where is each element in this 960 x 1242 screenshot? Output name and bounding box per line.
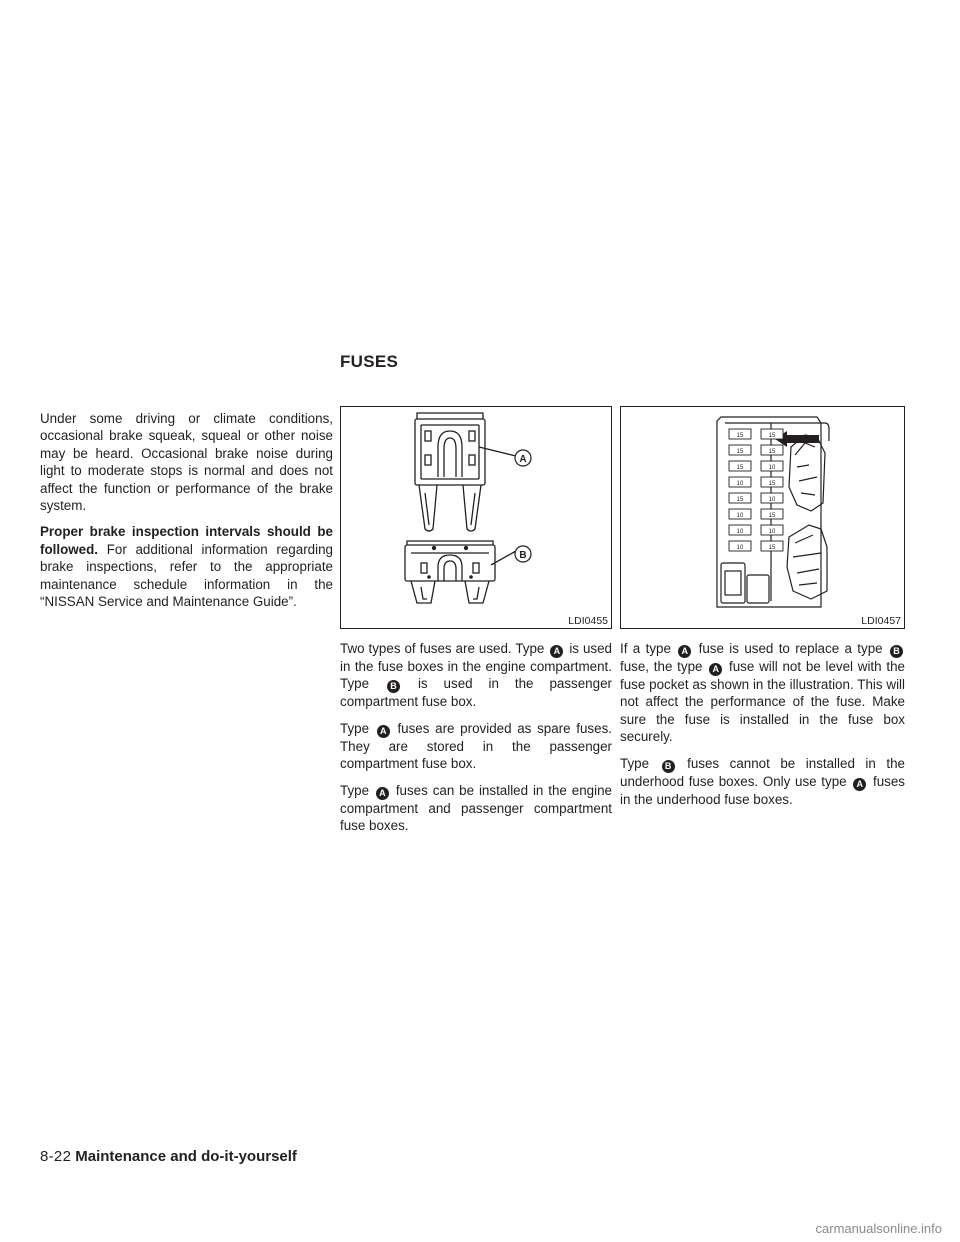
fuse-rating-label: 10 <box>736 545 744 551</box>
brake-noise-paragraph: Under some driving or climate conditions, occasional brake squeak, squeal or other noise may be heard. Occasional brake noise during light to moderate stops is normal and does not affect the function or performance of the brake system. <box>40 411 333 514</box>
fuse-slot-grid <box>729 429 783 551</box>
page-footer <box>40 1148 297 1166</box>
text-run: fuse is used to replace a type <box>698 641 883 656</box>
section-title: FUSES <box>340 352 399 371</box>
text-run: Type <box>620 755 650 771</box>
type-a-badge: A <box>377 725 390 738</box>
watermark: carmanualsonline.info <box>815 1221 942 1236</box>
left-column <box>40 410 333 619</box>
text-run: Type <box>340 720 370 736</box>
fuse-rating-label: 10 <box>768 497 776 503</box>
figure-code: LDI0455 <box>568 615 608 627</box>
brake-inspection-text: For additional information regarding brake inspections, refer to the appropriate maintenance schedule information in the “NISSAN Service and Maintenance Guide”. <box>40 541 333 610</box>
brake-inspection-paragraph <box>40 523 333 610</box>
fuse-rating-label: 15 <box>768 545 776 551</box>
text-run: fuses can be installed in the engine compartment and passenger compartment fuse boxes. <box>340 782 612 834</box>
replacement-paragraph <box>620 640 905 746</box>
install-locations-paragraph <box>340 782 612 835</box>
type-b-badge: B <box>387 680 400 693</box>
fuse-rating-label: 15 <box>768 433 776 439</box>
fuse-rating-label: 15 <box>736 465 744 471</box>
fuse-type-a-drawing <box>415 413 485 531</box>
fuse-rating-label: 15 <box>768 481 776 487</box>
spare-fuses-paragraph <box>340 720 612 773</box>
fuse-rating-label: 10 <box>736 481 744 487</box>
fuse-rating-label: 15 <box>768 449 776 455</box>
callout-b-label: B <box>519 550 527 561</box>
footer-section-title: Maintenance and do-it-yourself <box>75 1148 297 1165</box>
page-number: 8-22 <box>40 1148 72 1165</box>
text-run: fuse will not be level with the fuse pocket as shown in the illustration. This will not affect the performance of the fuse. Make sure the fuse is installed in the fuse box securely. <box>620 659 905 745</box>
fuse-box-figure <box>620 406 905 629</box>
fuse-rating-label: 10 <box>768 529 776 535</box>
text-run: fuses cannot be installed in the underhood fuse boxes. Only use type <box>620 755 905 789</box>
fuse-box-illustration <box>621 407 904 628</box>
fuse-rating-label: 15 <box>736 497 744 503</box>
text-run: is used in the fuse boxes in the engine compartment. Type <box>340 641 612 692</box>
figure-code: LDI0457 <box>861 615 901 627</box>
text-run: Type <box>340 782 370 798</box>
fuse-rating-label: 10 <box>736 513 744 519</box>
type-a-badge: A <box>678 645 691 658</box>
type-b-badge: B <box>890 645 903 658</box>
right-column <box>620 640 905 817</box>
brake-inspection-lead: Proper brake inspection intervals should be followed. <box>40 524 333 557</box>
text-run: fuse, the type <box>620 659 703 674</box>
type-b-badge: B <box>662 760 675 773</box>
underhood-paragraph <box>620 755 905 808</box>
type-a-badge: A <box>550 645 563 658</box>
type-a-badge: A <box>853 778 866 791</box>
fuse-rating-label: 15 <box>736 449 744 455</box>
fuse-rating-label: 15 <box>768 513 776 519</box>
text-run: If a type <box>620 641 671 656</box>
fuse-type-b-drawing <box>405 541 495 603</box>
type-a-badge: A <box>709 663 722 676</box>
fuse-types-figure <box>340 406 612 629</box>
text-run: is used in the passenger compartment fuse box. <box>340 676 612 710</box>
fuse-types-paragraph <box>340 640 612 711</box>
text-run: Two types of fuses are used. Type <box>340 641 545 656</box>
text-run: fuses are provided as spare fuses. They are stored in the passenger compartment fuse box. <box>340 720 612 772</box>
fuse-rating-label: 15 <box>736 433 744 439</box>
callout-a-label: A <box>519 454 527 465</box>
type-a-badge: A <box>376 787 389 800</box>
fuse-rating-label: 10 <box>768 465 776 471</box>
fuse-rating-label: 10 <box>736 529 744 535</box>
fuse-types-illustration <box>341 407 611 628</box>
middle-column <box>340 640 612 843</box>
text-run: fuses in the underhood fuse boxes. <box>620 773 905 807</box>
